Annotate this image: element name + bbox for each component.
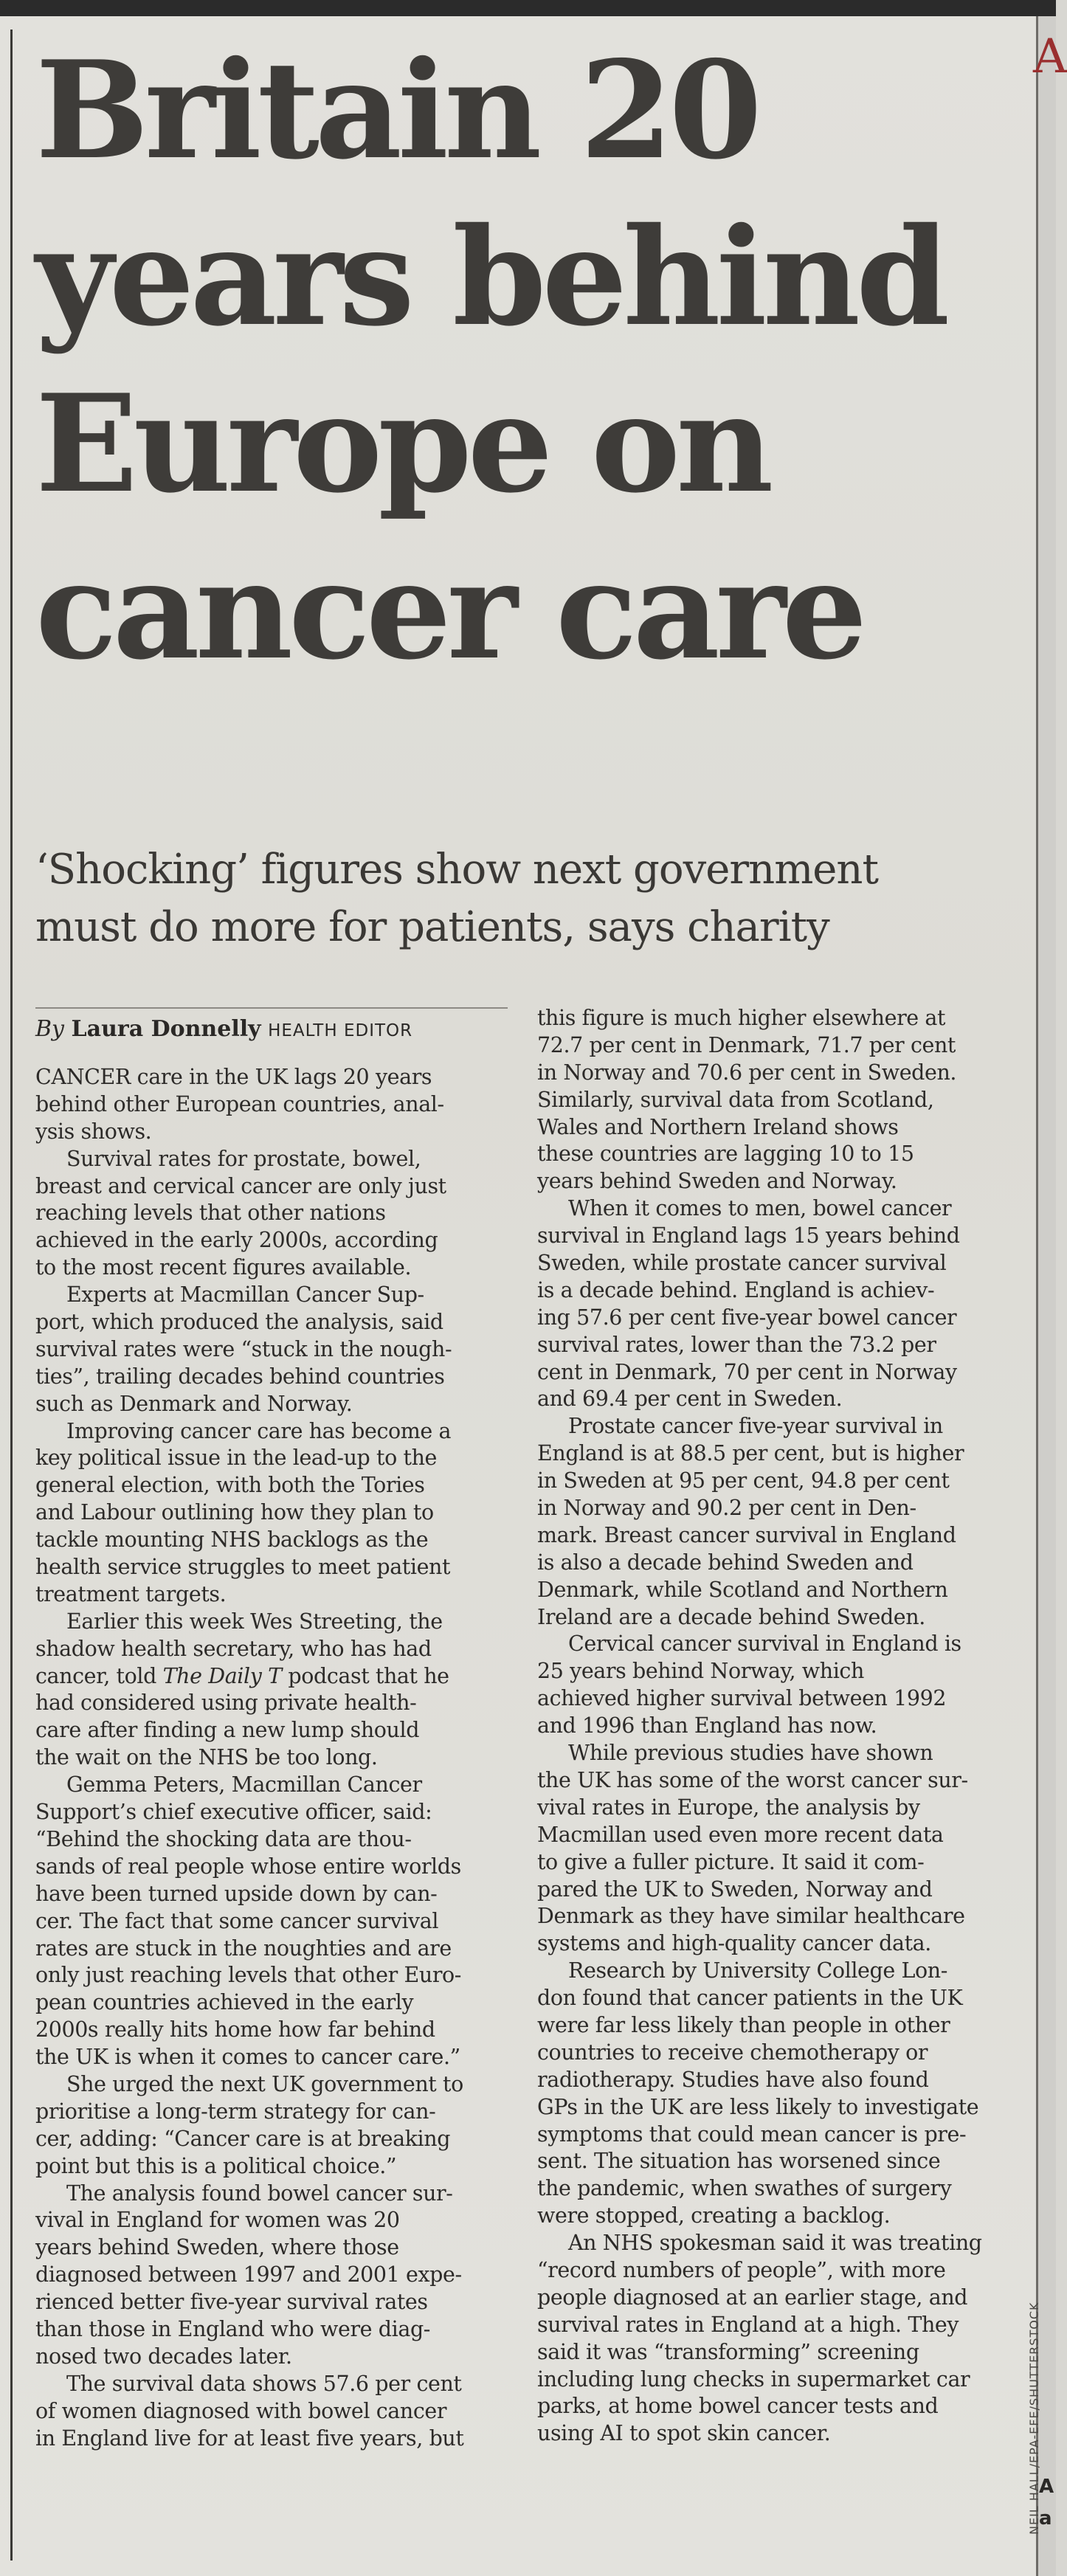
article-line-text: radiotherapy. Studies have also found <box>537 2067 929 2092</box>
photo-credit: NEIL HALL/EPA-EFE/SHUTTERSTOCK <box>1027 2302 1041 2535</box>
article-line <box>35 1472 508 1499</box>
article-line <box>35 1309 508 1336</box>
article-line <box>537 1005 1009 1032</box>
article-line-text: ing 57.6 per cent five-year bowel cancer <box>537 1305 957 1330</box>
article-line <box>537 1631 1009 1658</box>
article-line <box>35 1744 508 1772</box>
article-line <box>537 2175 1009 2203</box>
article-line <box>35 2344 508 2371</box>
article-line <box>537 2257 1009 2285</box>
article-line-text: and 1996 than England has now. <box>537 1713 877 1738</box>
article-line <box>537 1359 1009 1387</box>
article-line <box>35 1799 508 1826</box>
article-line <box>537 1332 1009 1359</box>
article-line <box>35 1119 508 1146</box>
article-line-text: parks, at home bowel cancer tests and <box>537 2394 939 2419</box>
article-line-text: The survival data shows 57.6 per cent <box>66 2371 462 2396</box>
article-line <box>35 2316 508 2344</box>
article-line <box>35 1336 508 1364</box>
article-line-text: the UK is when it comes to cancer care.” <box>35 2045 460 2070</box>
article-line-text: care after finding a new lump should <box>35 1718 420 1743</box>
article-line-text: cent in Denmark, 70 per cent in Norway <box>537 1359 957 1384</box>
article-line-text: using AI to spot skin cancer. <box>537 2421 831 2446</box>
article-line-text: and 69.4 per cent in Sweden. <box>537 1387 843 1412</box>
article-line-text: survival rates in England at a high. They <box>537 2312 959 2337</box>
article-line-text: reaching levels that other nations <box>35 1201 386 1226</box>
article-line-text: shadow health secretary, who has had <box>35 1636 432 1661</box>
article-line <box>537 1141 1009 1168</box>
byline-rule <box>35 1007 508 1009</box>
article-line <box>35 1772 508 1799</box>
article-line <box>537 1767 1009 1795</box>
article-line <box>537 1903 1009 1930</box>
article-line <box>537 1495 1009 1522</box>
article-line-text: including lung checks in supermarket car <box>537 2366 970 2392</box>
article-line <box>35 2071 508 2099</box>
article-line-text: pared the UK to Sweden, Norway and <box>537 1876 933 1902</box>
article-line <box>35 2017 508 2044</box>
article-line <box>537 2012 1009 2040</box>
article-line <box>35 1364 508 1391</box>
article-line-text: The analysis found bowel cancer sur- <box>66 2180 453 2206</box>
article-line-text: were stopped, creating a backlog. <box>537 2203 891 2228</box>
article-line-text: England is at 88.5 per cent, but is higher <box>537 1441 964 1466</box>
article-line-text: Support’s chief executive officer, said: <box>35 1800 432 1825</box>
article-line-text: 72.7 per cent in Denmark, 71.7 per cent <box>537 1032 956 1057</box>
article-line-text: Macmillan used even more recent data <box>537 1822 944 1847</box>
article-line <box>537 2420 1009 2448</box>
headline <box>35 27 1024 694</box>
article-line <box>35 2371 508 2398</box>
article-line-text: survival rates were “stuck in the nough- <box>35 1336 452 1361</box>
article-line <box>35 1418 508 1446</box>
article-line-text: Ireland are a decade behind Sweden. <box>537 1604 925 1629</box>
article-line <box>537 1468 1009 1495</box>
standfirst-line: must do more for patients, says charity <box>35 903 829 951</box>
article-line <box>537 2285 1009 2312</box>
article-line <box>35 2262 508 2289</box>
article-line-text: to give a fuller picture. It said it com- <box>537 1849 925 1874</box>
article-line-text: key political issue in the lead-up to the <box>35 1446 437 1471</box>
article-line <box>537 1740 1009 1767</box>
article-line <box>537 1522 1009 1550</box>
article-line <box>537 1795 1009 1822</box>
article-line-text: podcast that he <box>281 1663 449 1688</box>
article-line-text: had considered using private health- <box>35 1691 417 1716</box>
article-line-text: survival in England lags 15 years behind <box>537 1223 960 1249</box>
author-name: Laura Donnelly <box>71 1016 261 1042</box>
article-line <box>537 1550 1009 1577</box>
article-line <box>35 1527 508 1554</box>
article-line <box>35 2180 508 2208</box>
article-line-text: only just reaching levels that other Euro- <box>35 1963 462 1988</box>
article-line-text: said it was “transforming” screening <box>537 2339 919 2364</box>
article-line <box>537 1223 1009 1250</box>
article-line-text: 25 years behind Norway, which <box>537 1659 864 1684</box>
article-line-text: symptoms that could mean cancer is pre- <box>537 2121 967 2147</box>
article-column-1 <box>35 1064 508 2452</box>
article-line-text: is a decade behind. England is achiev- <box>537 1277 935 1302</box>
article-line-text: these countries are lagging 10 to 15 <box>537 1142 914 1167</box>
article-line <box>537 2148 1009 2175</box>
article-line <box>537 1060 1009 1087</box>
article-line <box>35 1091 508 1119</box>
article-line-text: ysis shows. <box>35 1119 152 1144</box>
adjacent-article-letter: a <box>1039 2507 1052 2530</box>
article-line <box>537 1413 1009 1440</box>
article-line-text: mark. Breast cancer survival in England <box>537 1522 956 1547</box>
article-line <box>35 1554 508 1581</box>
article-line-text: cancer, told <box>35 1663 163 1688</box>
article-line <box>537 1604 1009 1631</box>
article-line <box>537 1577 1009 1604</box>
article-line <box>35 2044 508 2071</box>
article-line-text: sands of real people whose entire worlds <box>35 1854 461 1879</box>
article-line-text: CANCER care in the UK lags 20 years <box>35 1065 432 1089</box>
headline-line: Britain 20 <box>35 31 758 189</box>
article-line-text: is also a decade behind Sweden and <box>537 1550 914 1575</box>
article-line-text: cer. The fact that some cancer survival <box>35 1908 439 1933</box>
article-line-text: Denmark, while Scotland and Northern <box>537 1577 948 1602</box>
article-line-text: prioritise a long-term strategy for can- <box>35 2099 436 2124</box>
article-line-text: vival in England for women was 20 <box>35 2208 400 2233</box>
article-line <box>537 2094 1009 2121</box>
standfirst <box>35 841 1009 956</box>
article-line-text: survival rates, lower than the 73.2 per <box>537 1332 936 1357</box>
article-line-text: tackle mounting NHS backlogs as the <box>35 1527 429 1553</box>
article-line <box>537 1250 1009 1277</box>
article-line-text: Research by University College Lon- <box>568 1958 947 1983</box>
article-line-text: people diagnosed at an earlier stage, and <box>537 2285 968 2310</box>
article-line <box>537 1386 1009 1413</box>
article-line-text: years behind Sweden, where those <box>35 2235 399 2260</box>
article-line <box>35 2234 508 2262</box>
article-line-text: When it comes to men, bowel cancer <box>568 1196 952 1221</box>
article-line-text: While previous studies have shown <box>568 1741 933 1766</box>
article-line-text: the pandemic, when swathes of surgery <box>537 2176 952 2201</box>
article-line-text: “record numbers of people”, with more <box>537 2257 946 2282</box>
publication-name: The Daily T <box>162 1663 282 1688</box>
article-line <box>35 1064 508 1091</box>
article-line-text: Gemma Peters, Macmillan Cancer <box>66 1772 422 1798</box>
article-line-text: in England live for at least five years, but <box>35 2425 464 2451</box>
article-line <box>537 2312 1009 2339</box>
article-line <box>537 1685 1009 1713</box>
article-line-text: point but this is a political choice.” <box>35 2153 397 2178</box>
column-rule-left <box>10 30 13 2561</box>
article-line-text: Improving cancer care has become a <box>66 1418 452 1443</box>
article-line <box>35 2099 508 2126</box>
article-line-text: rates are stuck in the noughties and are <box>35 1936 452 1961</box>
article-line-text: in Norway and 90.2 per cent in Den- <box>537 1496 916 1521</box>
standfirst-line: ‘Shocking’ figures show next government <box>35 846 879 894</box>
article-line <box>537 1305 1009 1332</box>
article-line <box>537 2121 1009 2149</box>
article-line <box>537 2040 1009 2067</box>
adjacent-article-letter: A <box>1033 30 1067 84</box>
article-line <box>537 1168 1009 1195</box>
article-line <box>537 2393 1009 2420</box>
article-line <box>537 2203 1009 2230</box>
article-line-text: health service struggles to meet patient <box>35 1555 451 1580</box>
article-line <box>35 2289 508 2316</box>
article-line <box>537 2339 1009 2366</box>
headline-line: cancer care <box>35 531 863 689</box>
article-line <box>35 1581 508 1609</box>
article-line <box>35 1227 508 1254</box>
article-line <box>35 2126 508 2153</box>
article-line-text: Denmark as they have similar healthcare <box>537 1904 965 1929</box>
article-line-text: rienced better five-year survival rates <box>35 2290 428 2315</box>
article-line <box>537 1849 1009 1876</box>
article-line <box>35 1391 508 1418</box>
article-line <box>35 1690 508 1717</box>
article-line <box>35 1254 508 1282</box>
scan-top-border <box>0 0 1056 16</box>
article-line <box>35 2153 508 2180</box>
article-line <box>537 1822 1009 1849</box>
article-column-2 <box>537 1005 1009 2448</box>
article-line-text: general election, with both the Tories <box>35 1473 425 1498</box>
article-line-text: systems and high-quality cancer data. <box>537 1931 931 1956</box>
article-line-text: Survival rates for prostate, bowel, <box>66 1146 421 1171</box>
article-line <box>35 1200 508 1227</box>
article-line <box>35 1282 508 1309</box>
article-line <box>537 1658 1009 1685</box>
article-line <box>537 1440 1009 1468</box>
headline-line: years behind <box>35 198 946 356</box>
article-line-text: in Norway and 70.6 per cent in Sweden. <box>537 1060 957 1085</box>
article-line-text: treatment targets. <box>35 1581 227 1606</box>
article-line <box>35 1962 508 1989</box>
article-line-text: the wait on the NHS be too long. <box>35 1745 378 1770</box>
article-line-text: achieved in the early 2000s, according <box>35 1228 438 1253</box>
article-line-text: to the most recent figures available. <box>35 1255 412 1280</box>
article-line-text: and Labour outlining how they plan to <box>35 1500 434 1525</box>
article-line-text: the UK has some of the worst cancer sur- <box>537 1767 968 1792</box>
article-line <box>537 1087 1009 1114</box>
article-line <box>35 1499 508 1527</box>
article-line <box>35 2425 508 2453</box>
article-line-text: ties”, trailing decades behind countries <box>35 1364 445 1389</box>
article-line <box>35 2398 508 2425</box>
article-line-text: pean countries achieved in the early <box>35 1990 414 2015</box>
article-line-text: Similarly, survival data from Scotland, <box>537 1087 934 1112</box>
article-line-text: An NHS spokesman said it was treating <box>568 2231 982 2256</box>
article-line-text: achieved higher survival between 1992 <box>537 1686 947 1711</box>
article-line <box>35 1173 508 1201</box>
article-line-text: this figure is much higher elsewhere at <box>537 1006 946 1030</box>
article-line-text: were far less likely than people in other <box>537 2012 950 2037</box>
author-role: HEALTH EDITOR <box>268 1021 413 1040</box>
article-line-text: vival rates in Europe, the analysis by <box>537 1795 920 1820</box>
article-line-text: don found that cancer patients in the UK <box>537 1986 963 2011</box>
article-line-text: of women diagnosed with bowel cancer <box>35 2398 447 2423</box>
article-line <box>35 1609 508 1636</box>
article-line-text: years behind Sweden and Norway. <box>537 1169 897 1194</box>
article-line <box>35 1881 508 1908</box>
article-line <box>537 2230 1009 2257</box>
article-line <box>35 1636 508 1663</box>
article-line <box>35 1826 508 1854</box>
byline <box>35 1015 412 1046</box>
article-line <box>537 1930 1009 1958</box>
article-line-text: She urged the next UK government to <box>66 2071 463 2096</box>
article-line-text: countries to receive chemotherapy or <box>537 2040 928 2065</box>
article-line-text: Cervical cancer survival in England is <box>568 1631 961 1657</box>
article-line-text: Earlier this week Wes Streeting, the <box>66 1609 443 1634</box>
article-line <box>35 1717 508 1744</box>
article-line <box>35 1936 508 1963</box>
article-line-text: in Sweden at 95 per cent, 94.8 per cent <box>537 1468 950 1494</box>
article-line-text: than those in England who were diag- <box>35 2316 431 2341</box>
article-line <box>537 1985 1009 2012</box>
article-line <box>35 1854 508 1881</box>
article-line-text: “Behind the shocking data are thou- <box>35 1826 412 1851</box>
article-line-text: Prostate cancer five-year survival in <box>568 1414 943 1439</box>
article-line-text: such as Denmark and Norway. <box>35 1391 353 1416</box>
article-line-text: sent. The situation has worsened since <box>537 2149 941 2174</box>
article-line <box>35 1146 508 1173</box>
article-line <box>35 1989 508 2017</box>
article-line <box>35 1908 508 1936</box>
article-line-text: Sweden, while prostate cancer survival <box>537 1251 947 1276</box>
article-line-text: breast and cervical cancer are only just <box>35 1173 446 1198</box>
article-line <box>537 1277 1009 1305</box>
article-line-text: GPs in the UK are less likely to investigate <box>537 2094 979 2119</box>
article-line-text: Wales and Northern Ireland shows <box>537 1114 899 1139</box>
article-line <box>537 2366 1009 2394</box>
article-line-text: behind other European countries, anal- <box>35 1091 444 1116</box>
article-line <box>537 1195 1009 1223</box>
article-line-text: have been turned upside down by can- <box>35 1881 438 1906</box>
article-line <box>35 1445 508 1472</box>
article-line-text: 2000s really hits home how far behind <box>35 2017 435 2043</box>
article-line-text: diagnosed between 1997 and 2001 expe- <box>35 2262 462 2287</box>
article-line <box>537 1876 1009 1904</box>
article-line-text: cer, adding: “Cancer care is at breaking <box>35 2126 451 2151</box>
article-line <box>537 2067 1009 2094</box>
article-line <box>537 1114 1009 1142</box>
adjacent-article-letter: A <box>1039 2476 1054 2498</box>
article-line-text: Experts at Macmillan Cancer Sup- <box>66 1282 424 1308</box>
article-line <box>537 1713 1009 1740</box>
byline-by: By <box>35 1016 64 1042</box>
article-line <box>537 1958 1009 1985</box>
article-line <box>35 2207 508 2234</box>
article-line-text: port, which produced the analysis, said <box>35 1310 443 1335</box>
article-line <box>35 1663 508 1691</box>
adjacent-article-edge <box>1036 16 1056 2576</box>
article-line-text: nosed two decades later. <box>35 2344 292 2369</box>
headline-line: Europe on <box>35 365 770 522</box>
article-line <box>537 1032 1009 1060</box>
